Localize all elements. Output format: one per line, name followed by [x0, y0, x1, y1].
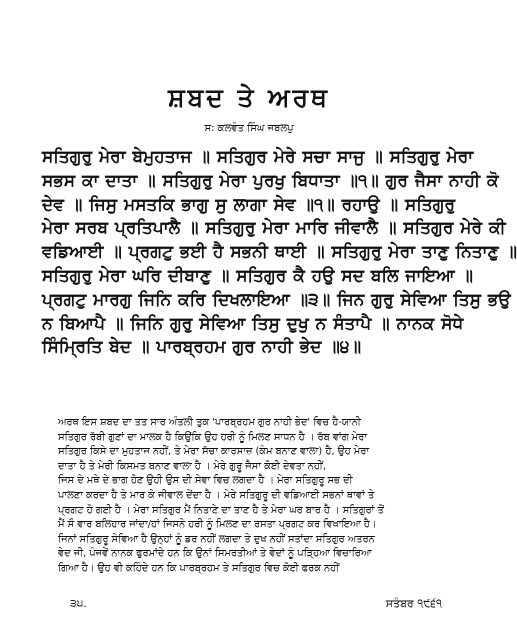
prose-line: ਜਿਨਾਂ ਸਤਿਗੁਰੂ ਸੇਵਿਆ ਹੈ ਉਨ੍ਹਾਂ ਨੂੰ ਡਰ ਨਹੀਂ ਲਗਦਾ ਤੇ ਦੁਖ ਨਹੀਂ ਸਤਾਂਦਾ ਸਤਿਗੁਰ ਅਤਰਨ: [58, 533, 375, 545]
prose-line: ਸਤਿਗੁਰ ਕਿਸੇ ਦਾ ਮੁਹਤਾਜ ਨਹੀਂ, ਤੇ ਮੇਰਾ ਸੱਚਾ ਕਾਰਸਾਜ਼ (ਕੰਮ ਬਨਾਣ ਵਾਲਾ) ਹੈ, ਉਹ ਮੇਰਾ: [58, 446, 370, 458]
verse-line: ਸਤਿਗੁਰੁ ਮੇਰਾ ਘਰਿ ਦੀਬਾਣੁ ॥ ਸਤਿਗੁਰ ਕੈ ਹਉ ਸਦ ਬਲਿ ਜਾਇਆ ॥: [42, 265, 473, 286]
verse-line: ਵਡਿਆਈ ॥ ਪ੍ਰਗਟੁ ਭਈ ਹੈ ਸਭਨੀ ਥਾਈ ॥ ਸਤਿਗੁਰੁ ਮੇਰਾ ਤਾਣੁ ਨਿਤਾਣੁ ॥: [42, 242, 517, 263]
prose-line: ਜਿਸ ਦੇ ਮਥੇ ਦੇ ਭਾਗ ਹੋਣ ਉਹੀ ਉਸ ਦੀ ਸੇਵਾ ਵਿਚ ਲਗਦਾ ਹੈ । ਮੇਰਾ ਸਤਿਗੁਰੂ ਸਭ ਦੀ: [58, 475, 353, 487]
article-title: ਸ਼ਬਦ ਤੇ ਅਰਥ: [167, 83, 331, 112]
verse-line: ਪ੍ਰਗਟੁ ਮਾਰਗੁ ਜਿਨਿ ਕਰਿ ਦਿਖਲਾਇਆ ॥੩॥ ਜਿਨ ਗੁਰੁ ਸੇਵਿਆ ਤਿਸੁ ਭਉ: [42, 289, 511, 310]
prose-line: ਦਾਤਾ ਹੈ ਤੇ ਮੇਰੀ ਕਿਸਮਤ ਬਨਾਣ ਵਾਲਾ ਹੈ । ਮੇਰੇ ਗੁਰੂ ਜੈਸਾ ਕੋਈ ਦੇਵਤਾ ਨਹੀਂ,: [58, 460, 326, 472]
meaning-paragraph: [58, 416, 450, 577]
prose-line: ਮੈਂ ਸੌ ਵਾਰ ਬਲਿਹਾਰ ਜਾਂਦਾ/ਹਾਂ ਜਿਸਨੇ ਹਰੀ ਨੂੰ ਮਿਲਣ ਦਾ ਰਸਤਾ ਪ੍ਰਗਟ ਕਰ ਵਿਖਾਇਆ ਹੈ।: [58, 519, 377, 531]
verse-line: ਮੇਰਾ ਸਰਬ ਪ੍ਰਤਿਪਾਲੈ ॥ ਸਤਿਗੁਰੁ ਮੇਰਾ ਮਾਰਿ ਜੀਵਾਲੈ ॥ ਸਤਿਗੁਰ ਮੇਰੇ ਕੀ: [42, 218, 506, 239]
issue-date: ਸਤੰਬਰ ੧੯੬੧: [385, 597, 442, 610]
verse-line: ਦੇਵ ॥ ਜਿਸੁ ਮਸਤਕਿ ਭਾਗੁ ਸੁ ਲਾਗਾ ਸੇਵ ॥੧॥ ਰਹਾਉ ॥ ਸਤਿਗੁਰੁ: [42, 194, 456, 215]
shabad-verse: [42, 146, 517, 360]
prose-line: ਪਾਲਣਾ ਕਰਦਾ ਹੈ ਤੇ ਮਾਰ ਕੇ ਜੀਵਾਲ ਦੇਂਦਾ ਹੈ । ਮੇਰੇ ਸਤਿਗੁਰੂ ਦੀ ਵਡਿਆਈ ਸਭਨਾਂ ਥਾਵਾਂ ਤੇ: [58, 489, 375, 501]
prose-line: ਗਿਆ ਹੈ। ਉਹ ਵੀ ਕਹਿੰਦੇ ਹਨ ਕਿ ਪਾਰਬ੍ਰਹਮ ਤੇ ਸਤਿਗੁਰ ਵਿਚ ਕੋਈ ਫਰਕ ਨਹੀਂ: [58, 562, 340, 574]
prose-line: ਅਰਥ ਇਸ ਸ਼ਬਦ ਦਾ ਤਤ ਸਾਰ ਅੰਤਲੀ ਤੁਕ 'ਪਾਰਬ੍ਰਹਮ ਗੁਰ ਨਾਹੀ ਭੇਦ' ਵਿਚ ਹੈ-ਯਾਨੀ: [58, 417, 361, 428]
page-number: ੩੫.: [70, 597, 87, 610]
verse-line: ਸਭਸ ਕਾ ਦਾਤਾ ॥ ਸਤਿਗੁਰੁ ਮੇਰਾ ਪੁਰਖੁ ਬਿਧਾਤਾ ॥੧॥ ਗੁਰ ਜੈਸਾ ਨਾਹੀ ਕੋ: [42, 170, 499, 191]
verse-line: ਸਿੰਮ੍ਰਿਤਿ ਬੇਦ ॥ ਪਾਰਬ੍ਰਹਮ ਗੁਰ ਨਾਹੀ ਭੇਦ ॥੪॥: [42, 337, 362, 358]
prose-line: ਸਤਿਗੁਰ ਰੱਬੀ ਗੁਣਾਂ ਦਾ ਮਾਲਕ ਹੈ ਕਿਉਂਕਿ ਉਹ ਹਰੀ ਨੂੰ ਮਿਲਣ ਸਾਧਨ ਹੈ । ਰੱਬ ਵਾਂਗ ਮੇਰਾ: [58, 431, 367, 443]
prose-line: ਵੇਦ ਜੀ, ਪੰਜਵੇਂ ਨਾਨਕ ਫੁਰਮਾਂਦੇ ਹਨ ਕਿ ਉਨਾਂ ਸਿਮਰਤੀਆਂ ਤੇ ਵੇਦਾਂ ਨੂੰ ਪੜ੍ਹਿਆ ਵਿਚਾਰਿਆ: [58, 548, 372, 560]
author-line: ਸ: ਕਲਵੰਤ ਸਿੰਘ ਜਬਲਪੁ: [204, 123, 294, 134]
verse-line: ਸਤਿਗੁਰੁ ਮੇਰਾ ਬੇਮੁਹਤਾਜ ॥ ਸਤਿਗੁਰ ਮੇਰੇ ਸਚਾ ਸਾਜੁ ॥ ਸਤਿਗੁਰੁ ਮੇਰਾ: [42, 147, 474, 167]
page-footer: [70, 597, 442, 611]
verse-line: ਨ ਬਿਆਪੈ ॥ ਜਿਨਿ ਗੁਰੁ ਸੇਵਿਆ ਤਿਸੁ ਦੁਖੁ ਨ ਸੰਤਾਪੈ ॥ ਨਾਨਕ ਸੋਧੇ: [42, 313, 464, 334]
prose-line: ਪ੍ਰਗਟ ਹੋ ਗਈ ਹੈ । ਮੇਰਾ ਸਤਿਗੁਰ ਮੈਂ ਨਿਤਾਣੇ ਦਾ ਤਾਣ ਹੈ ਤੇ ਮੇਰਾ ਘਰ ਬਾਰ ਹੈ । ਸਤਿਗੁਰਾਂ ਤੋਂ: [58, 504, 384, 516]
